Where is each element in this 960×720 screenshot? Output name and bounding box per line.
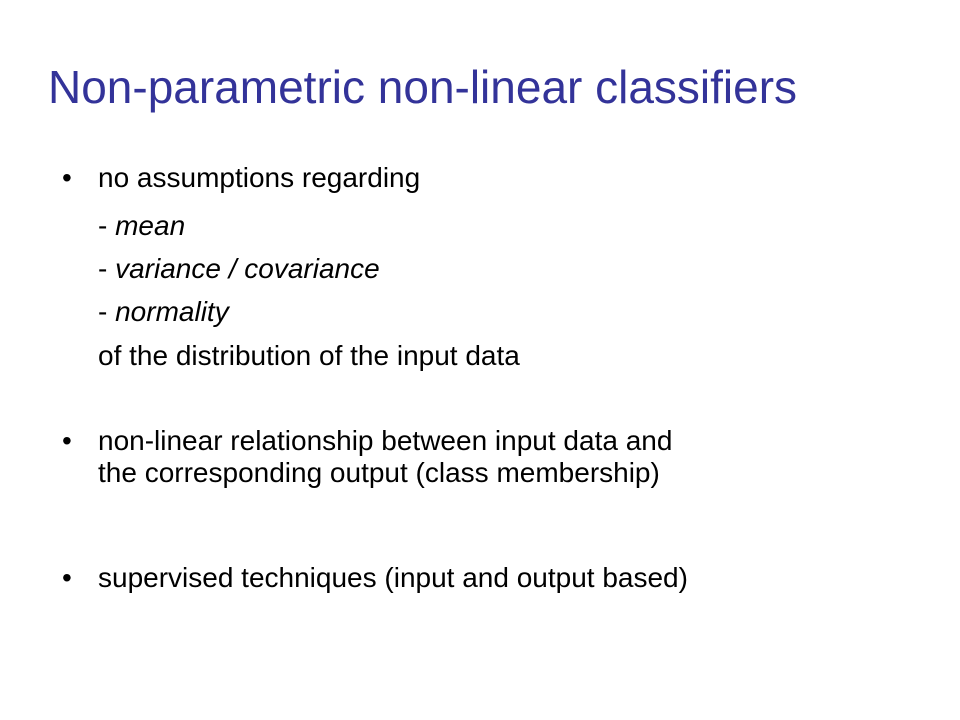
bullet-3-line-1: supervised techniques (input and output based)	[98, 562, 688, 593]
bullet-2-line-1: non-linear relationship between input data and	[98, 425, 673, 456]
bullet-dot-3: •	[62, 562, 72, 593]
bullet-1-subitem-variance: - variance / covariance	[98, 253, 380, 284]
bullet-1-tail: of the distribution of the input data	[98, 340, 520, 371]
bullet-2-line-2: the corresponding output (class membership)	[98, 457, 660, 488]
bullet-1-lead: no assumptions regarding	[98, 162, 421, 193]
bullet-1-subitem-mean: - mean	[98, 210, 186, 241]
bullet-dot-2: •	[62, 425, 72, 456]
bullet-1-subitem-normality: - normality	[98, 296, 229, 327]
slide-title: Non-parametric non-linear classifiers	[48, 61, 798, 113]
bullet-dot-1: •	[62, 162, 72, 193]
